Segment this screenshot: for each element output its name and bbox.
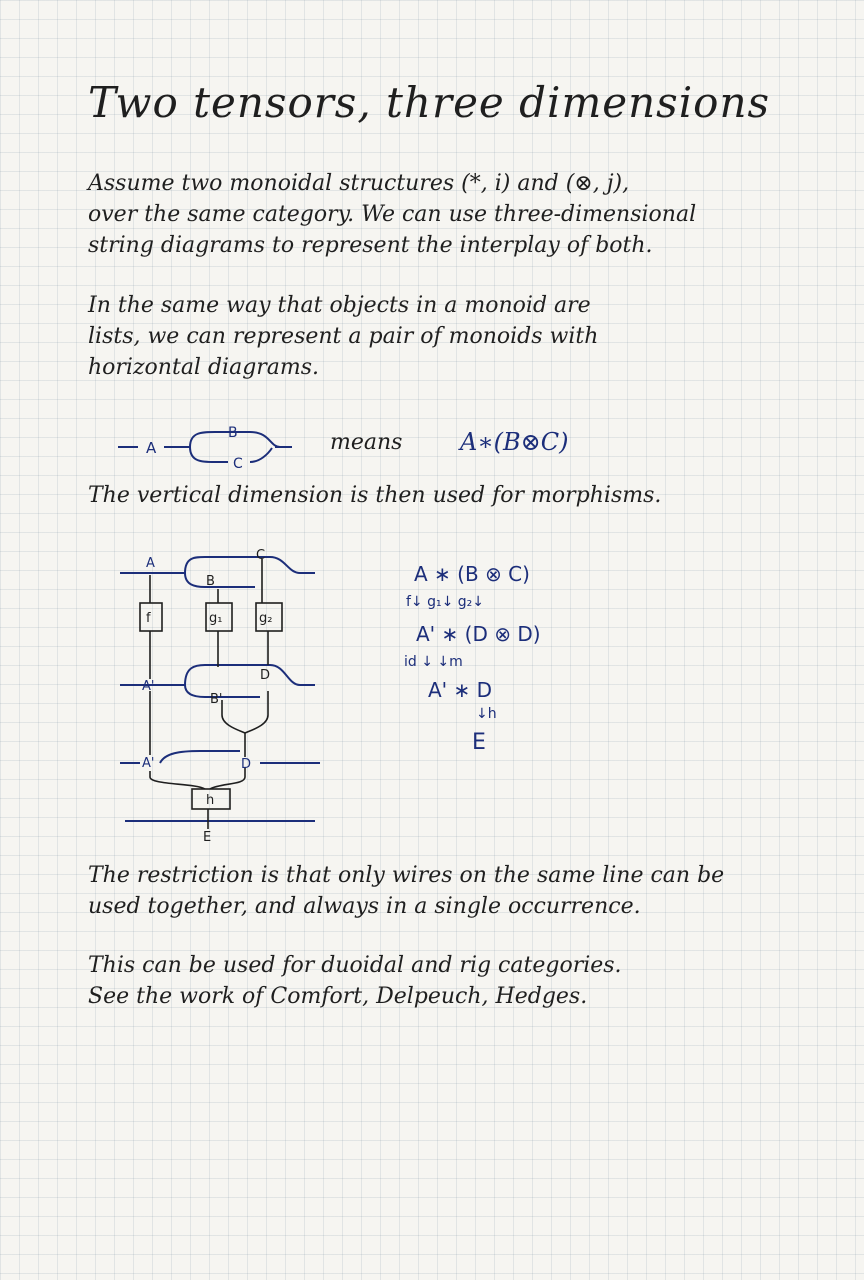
example-label-a: A bbox=[146, 439, 157, 457]
duoidal-line-1: This can be used for duoidal and rig categories. bbox=[88, 953, 622, 978]
intro-line-1: Assume two monoidal structures (*, i) and (⊗, j), bbox=[88, 171, 630, 196]
diagram-label-e: E bbox=[203, 830, 212, 845]
diagram-label-d-2: D bbox=[241, 757, 252, 772]
diagram-label-h: h bbox=[206, 793, 215, 808]
monoid-line-2: lists, we can represent a pair of monoids with bbox=[88, 324, 599, 349]
means-text: means bbox=[330, 430, 403, 455]
diagram-label-b-prime: B' bbox=[210, 692, 223, 707]
derivation-arrows-3: ↓h bbox=[476, 706, 497, 722]
monoid-paragraph bbox=[88, 290, 788, 383]
derivation-row-2: A' ∗ (D ⊗ D) bbox=[416, 622, 541, 646]
derivation-row-4: E bbox=[472, 730, 486, 755]
derivation-arrows-1: f↓ g₁↓ g₂↓ bbox=[406, 594, 485, 610]
vertical-line: The vertical dimension is then used for morphisms. bbox=[88, 483, 662, 508]
derivation-row-3: A' ∗ D bbox=[428, 678, 493, 702]
vertical-paragraph bbox=[88, 480, 788, 511]
diagram-label-a: A bbox=[146, 556, 155, 571]
derivation-row-1: A ∗ (B ⊗ C) bbox=[414, 562, 530, 586]
diagram-label-d-1: D bbox=[260, 668, 271, 683]
example-label-b: B bbox=[228, 425, 238, 441]
duoidal-paragraph bbox=[88, 950, 788, 1012]
intro-paragraph bbox=[88, 168, 788, 261]
diagram-label-c: C bbox=[256, 548, 266, 563]
means-expression: A∗(B⊗C) bbox=[460, 428, 569, 456]
intro-line-2: over the same category. We can use three-dimensional bbox=[88, 202, 697, 227]
horizontal-example-diagram bbox=[110, 422, 300, 472]
monoid-line-1: In the same way that objects in a monoid are bbox=[88, 293, 591, 318]
diagram-label-g2: g₂ bbox=[259, 611, 273, 626]
restriction-paragraph bbox=[88, 860, 788, 922]
diagram-label-b: B bbox=[206, 574, 215, 589]
restriction-line-1: The restriction is that only wires on the same line can be bbox=[88, 863, 725, 888]
diagram-label-g1: g₁ bbox=[209, 611, 223, 626]
diagram-label-a-prime-2: A' bbox=[142, 756, 155, 771]
derivation bbox=[380, 556, 610, 766]
duoidal-line-2: See the work of Comfort, Delpeuch, Hedges. bbox=[88, 984, 588, 1009]
page-title: Two tensors, three dimensions bbox=[88, 78, 771, 127]
derivation-arrows-2: id ↓ ↓m bbox=[404, 654, 463, 670]
string-diagram bbox=[110, 545, 330, 845]
diagram-label-a-prime-1: A' bbox=[142, 679, 155, 694]
monoid-line-3: horizontal diagrams. bbox=[88, 355, 320, 380]
restriction-line-2: used together, and always in a single occurrence. bbox=[88, 894, 641, 919]
intro-line-3: string diagrams to represent the interplay of both. bbox=[88, 233, 653, 258]
diagram-label-f: f bbox=[146, 611, 151, 626]
example-label-c: C bbox=[233, 456, 243, 472]
